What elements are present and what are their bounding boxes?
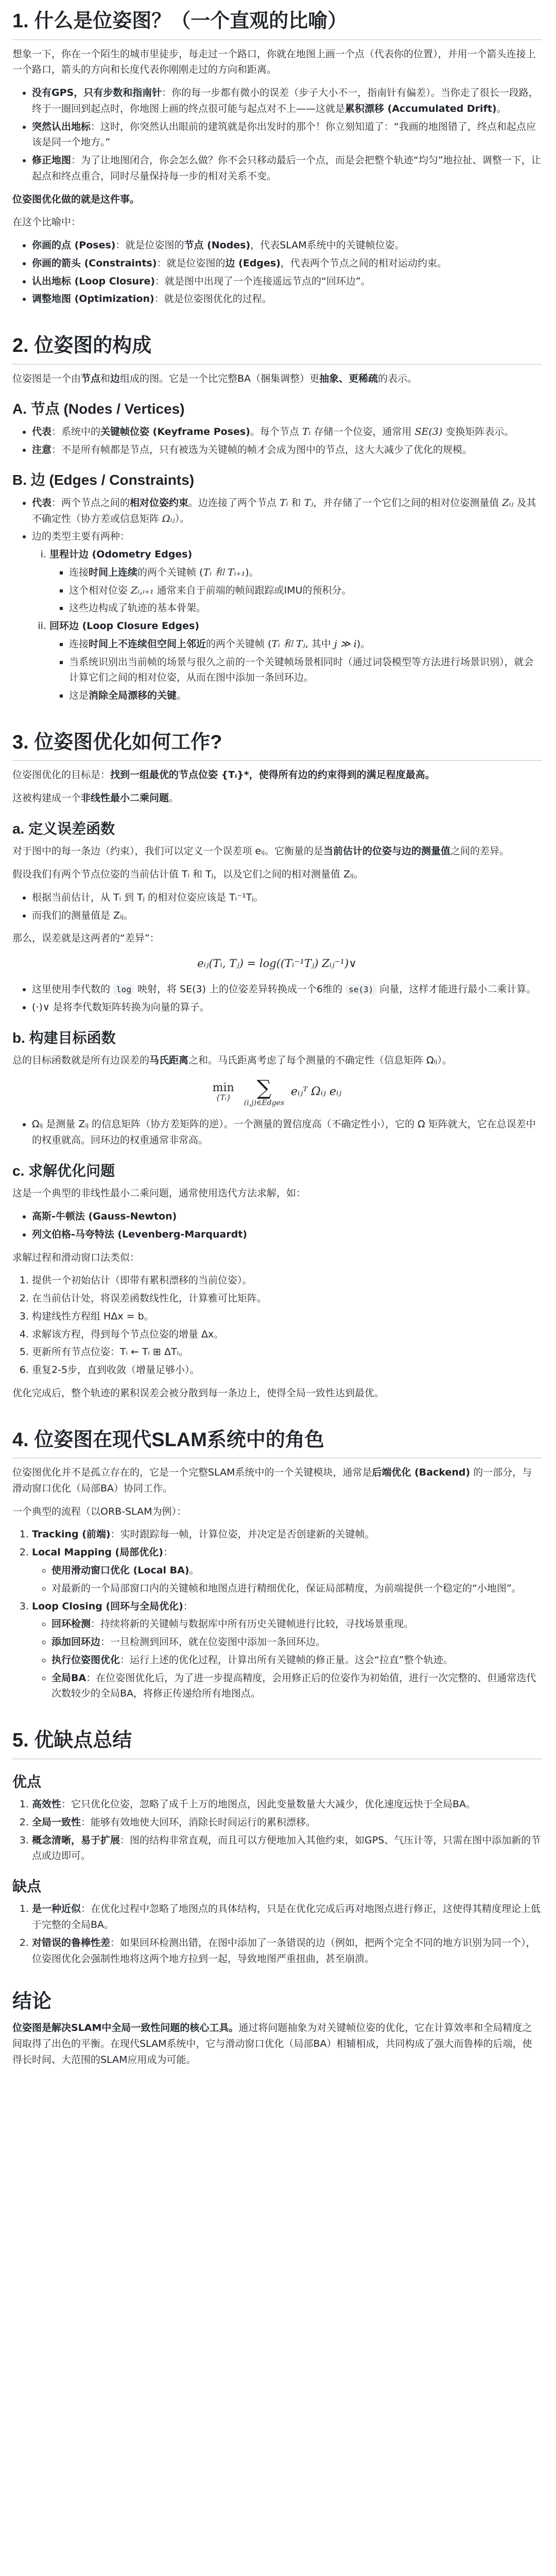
s3-a-p1 bbox=[12, 843, 542, 859]
list-item bbox=[32, 119, 542, 151]
text: 。 bbox=[177, 690, 187, 702]
s3-c-p3: 优化完成后，整个轨迹的累积误差会被分散到每一条边上，使得全局一致性达到最优。 bbox=[12, 1387, 385, 1399]
text: 这被构建成一个 bbox=[12, 792, 81, 804]
text: ：如果回环检测出错，在图中添加了一条错误的边（例如，把两个完全不同的地方识别为同一个），位姿图优化会强制性地将这两个地方拉到一起，导致地图严重扭曲，甚至崩溃。 bbox=[32, 1937, 536, 1964]
text: 。 bbox=[496, 103, 507, 114]
text: ： bbox=[163, 1547, 173, 1558]
min-operator bbox=[213, 1082, 234, 1103]
text: 。边连接了两个节点 bbox=[188, 497, 280, 509]
bold-text: 认出地标 (Loop Closure) bbox=[32, 275, 155, 287]
orbslam-flow bbox=[12, 1527, 542, 1702]
text: 和 bbox=[100, 372, 111, 384]
text: ：为了让地图闭合，你会怎么做？你不会只移动最后一个点，而是会把整个轨迹“均匀”地拉扯、调整一下，让起点和终点重合，同时尽量保持每一步的相对关系不变。 bbox=[32, 155, 541, 182]
s1-bullet-list bbox=[12, 85, 542, 184]
text: ：就是位姿图的 bbox=[115, 240, 184, 251]
s3-c-heading: c. 求解优化问题 bbox=[12, 1162, 115, 1179]
list-item bbox=[32, 1815, 542, 1831]
bold-text: 马氏距离 bbox=[149, 1055, 189, 1066]
text: 组成的图。它是一个比完整BA（捆集调整）更 bbox=[120, 372, 320, 384]
section-5-heading: 5. 优缺点总结 bbox=[12, 1728, 542, 1759]
s4-p2: 一个典型的流程（以ORB-SLAM为例）： bbox=[12, 1505, 187, 1517]
text: 之间的差异。 bbox=[450, 845, 509, 857]
s2-b-list bbox=[12, 495, 542, 704]
text: 存储一个位姿，通常用 bbox=[310, 426, 415, 437]
bold-text: 时间上不连续但空间上邻近 bbox=[89, 638, 206, 650]
text: 连接 bbox=[69, 566, 89, 578]
text: 位姿图是一个由 bbox=[12, 372, 81, 384]
list-item bbox=[51, 1581, 542, 1597]
s1-analogy-intro: 在这个比喻中： bbox=[12, 216, 81, 228]
text: ：在优化过程中忽略了地图点的具体结构，只是在优化完成后再对地图点进行修正，这使得其精度理论上低于完整的全局BA。 bbox=[32, 1903, 541, 1931]
bold-text: Local Mapping (局部优化) bbox=[32, 1547, 163, 1558]
bold-text: 代表 bbox=[32, 426, 52, 437]
list-item bbox=[51, 1563, 542, 1579]
sigma-glyph: ∑ bbox=[256, 1076, 272, 1100]
bold-text: 执行位姿图优化 bbox=[51, 1654, 120, 1666]
s3-goal bbox=[12, 767, 542, 783]
text: , 其中 bbox=[305, 638, 334, 650]
list-item bbox=[32, 981, 542, 997]
pros-heading: 优点 bbox=[12, 1773, 42, 1790]
sum-operator bbox=[244, 1077, 284, 1107]
bold-text: 全局一致性 bbox=[32, 1816, 81, 1828]
bold-text: 节点 bbox=[81, 372, 101, 384]
pros-list bbox=[12, 1797, 542, 1864]
s3-b-p1 bbox=[12, 1053, 542, 1069]
bold-text: 相对位姿约束 bbox=[130, 497, 189, 509]
list-item bbox=[69, 583, 542, 599]
list-item bbox=[32, 495, 542, 527]
code-log: log bbox=[113, 984, 134, 995]
text: 变换矩阵表示。 bbox=[442, 426, 514, 437]
list-item bbox=[69, 688, 542, 704]
bold-text: 里程计边 (Odometry Edges) bbox=[49, 549, 193, 561]
bold-text: 是一种近似 bbox=[32, 1903, 81, 1915]
text: ）。 bbox=[175, 513, 190, 524]
text: ：就是位姿图的 bbox=[157, 257, 225, 269]
text: 。 bbox=[189, 1565, 199, 1576]
text: ：就是图中出现了一个连接遥远节点的“回环边”。 bbox=[155, 275, 371, 287]
bold-text: 当前估计的位姿与边的测量值 bbox=[323, 845, 450, 857]
list-item bbox=[49, 547, 542, 616]
list-item bbox=[32, 85, 542, 117]
s3-c-p1: 这是一个典型的非线性最小二乘问题，通常使用迭代方法求解，如： bbox=[12, 1188, 306, 1199]
list-item bbox=[51, 1670, 542, 1702]
list-item bbox=[69, 654, 542, 686]
list-item: • 根据当前估计，从 Tᵢ 到 Tⱼ 的相对位姿应该是 Tᵢ⁻¹Tⱼ。 bbox=[32, 890, 542, 906]
list-item: 2. 在当前估计处，将误差函数线性化，计算雅可比矩阵。 bbox=[32, 1291, 542, 1307]
text: 及其不确定性（协方差或信息矩阵 bbox=[32, 497, 536, 524]
bold-text: 列文伯格-马夸特法 (Levenberg-Marquardt) bbox=[32, 1228, 248, 1240]
error-equation: eᵢⱼ(Tᵢ, Tⱼ) = log((Tᵢ⁻¹Tⱼ) Zᵢⱼ⁻¹)∨ bbox=[197, 957, 357, 970]
text: ：一旦检测到回环，就在位姿图中添加一条回环边。 bbox=[100, 1636, 326, 1648]
bold-text: 修正地图 bbox=[32, 155, 72, 166]
bold-text: 你画的点 (Poses) bbox=[32, 240, 116, 251]
text: ：这时，你突然认出眼前的建筑就是你出发时的那个！你立刻知道了：“我画的地图错了，终点和起点应该是同一个地方。” bbox=[32, 121, 536, 148]
bold-text: 抽象、更稀疏 bbox=[319, 372, 378, 384]
conclusion-text bbox=[12, 2020, 542, 2067]
text: 总的目标函数就是所有边误差的 bbox=[12, 1055, 150, 1066]
bold-text: 代表 bbox=[32, 497, 52, 509]
text: ：不是所有帧都是节点，只有被选为关键帧的帧才会成为图中的节点，这大大减少了优化的规模。 bbox=[51, 444, 473, 455]
edge-type-list bbox=[32, 547, 542, 704]
text: 当系统识别出当前帧的场景与很久之前的一个关键帧场景相同时（通过词袋模型等方法进行场景识别），就会计算它们之间的相对位姿，从而在图中添加一条回环边。 bbox=[69, 656, 534, 684]
text: 位姿图优化的目标是： bbox=[12, 769, 111, 781]
text: 对最新的一个局部窗口内的关键帧和地图点进行精细优化，保证局部精度，为前端提供一个稳定的“小地图”。 bbox=[51, 1582, 522, 1594]
text: ：实时跟踪每一帧，计算位姿，并决定是否创建新的关键帧。 bbox=[110, 1529, 375, 1540]
text: ，并存储了一个它们之间的相对位姿测量值 bbox=[313, 497, 502, 509]
math: Tᵢ bbox=[280, 497, 288, 509]
math: Tᵢ bbox=[302, 426, 311, 437]
text: 的两个关键帧 ( bbox=[137, 566, 203, 578]
text: 和 bbox=[288, 497, 304, 509]
min-label: min bbox=[212, 1081, 234, 1094]
s4-intro bbox=[12, 1465, 542, 1497]
bold-text: 使用滑动窗口优化 (Local BA) bbox=[51, 1565, 189, 1576]
list-item: 6. 重复2-5步，直到收敛（增量足够小）。 bbox=[32, 1362, 542, 1378]
text: ：图的结构非常直观，而且可以方便地加入其他约束，如GPS、气压计等，只需在图中添加新的节点或边即可。 bbox=[32, 1834, 541, 1862]
text: ：你的每一步都有微小的误差（步子大小不一，指南针有偏差）。当你走了很长一段路，终于一圈回到起点时，你地图上画的终点很可能与起点对不上——这就是 bbox=[32, 87, 538, 114]
bold-text: 添加回环边 bbox=[51, 1636, 101, 1648]
bold-text: 位姿图优化做的就是这件事。 bbox=[12, 193, 140, 205]
bold-text: Loop Closing (回环与全局优化) bbox=[32, 1600, 183, 1612]
objective-equation bbox=[12, 1077, 542, 1107]
list-item bbox=[32, 291, 542, 307]
math: Zᵢ,ᵢ₊₁ bbox=[131, 584, 154, 596]
s3-b-list bbox=[12, 1116, 542, 1148]
text: 这是 bbox=[69, 690, 89, 702]
math: Tⱼ bbox=[304, 497, 314, 509]
local-mapping-list bbox=[32, 1563, 542, 1597]
text: 。 bbox=[169, 792, 179, 804]
text: ：它只优化位姿，忽略了成千上万的地图点，因此变量数量大大减少，优化速度远快于全局BA。 bbox=[61, 1799, 476, 1810]
list-item bbox=[32, 529, 542, 704]
text: 位姿图优化并不是孤立存在的，它是一个完整SLAM系统中的一个关键模块，通常是 bbox=[12, 1467, 372, 1479]
bold-text: 全局BA bbox=[51, 1672, 86, 1684]
list-item: • Ωᵢⱼ 是测量 Zᵢⱼ 的信息矩阵（协方差矩阵的逆）。一个测量的置信度高（不确定性小），它的 Ω 矩阵就大，它在总误差中的权重就高。回环边的权重通常非常高。 bbox=[32, 1116, 542, 1148]
text: 的表示。 bbox=[378, 372, 418, 384]
list-item bbox=[32, 256, 542, 272]
bold-text: 概念清晰，易于扩展 bbox=[32, 1834, 120, 1846]
list-item bbox=[32, 1833, 542, 1865]
bold-text: 累积漂移 (Accumulated Drift) bbox=[345, 103, 497, 114]
list-item bbox=[51, 1634, 542, 1650]
s3-a-list-2 bbox=[12, 981, 542, 1015]
text: ：运行上述的优化过程，计算出所有关键帧的修正量。这会“拉直”整个轨迹。 bbox=[120, 1654, 453, 1666]
list-item bbox=[49, 618, 542, 704]
s3-a-heading: a. 定义误差函数 bbox=[12, 821, 115, 837]
sum-subscript: (i,j)∈Edges bbox=[244, 1098, 285, 1107]
list-item bbox=[32, 999, 542, 1015]
text: ：持续将新的关键帧与数据库中所有历史关键帧进行比较，寻找场景重现。 bbox=[91, 1618, 414, 1630]
bold-text: 你画的箭头 (Constraints) bbox=[32, 257, 157, 269]
solver-steps bbox=[12, 1273, 542, 1378]
list-item bbox=[51, 1616, 542, 1632]
list-item: • 而我们的测量值是 Zᵢⱼ。 bbox=[32, 908, 542, 924]
s1-summary bbox=[12, 192, 542, 208]
s1-intro: 想象一下，你在一个陌生的城市里徒步，每走过一个路口，你就在地图上画一个点（代表你的位置），并用一个箭头连接上一个路口，箭头的方向和长度代表你刚刚走过的方向和距离。 bbox=[12, 48, 536, 76]
bold-text: 回环边 (Loop Closure Edges) bbox=[49, 620, 200, 632]
cons-heading: 缺点 bbox=[12, 1878, 42, 1895]
text: ，代表SLAM系统中的关键帧位姿。 bbox=[250, 240, 405, 251]
list-item bbox=[69, 636, 542, 652]
text: 这个相对位姿 bbox=[69, 584, 131, 596]
math: Ωᵢⱼ bbox=[162, 513, 175, 524]
bold-text: 没有GPS，只有步数和指南针 bbox=[32, 87, 162, 99]
s3-b-heading: b. 构建目标函数 bbox=[12, 1029, 116, 1046]
list-item bbox=[32, 1901, 542, 1933]
list-item bbox=[32, 1227, 542, 1243]
text: ：在位姿图优化后，为了进一步提高精度，会用修正后的位姿作为初始值，进行一次完整的、但通常迭代次数较少的全局BA，将修正传递给所有地图点。 bbox=[51, 1672, 536, 1700]
odometry-edge-list bbox=[49, 565, 542, 616]
bold-text: 对错误的鲁棒性差 bbox=[32, 1937, 111, 1948]
s3-a-p3: 那么，误差就是这两者的“差异”： bbox=[12, 933, 160, 944]
list-item bbox=[32, 1935, 542, 1967]
list-item bbox=[32, 274, 542, 290]
list-item bbox=[32, 152, 542, 184]
text: 的两个关键帧 ( bbox=[206, 638, 272, 650]
s3-a-p2: 假设我们有两个节点位姿的当前估计值 Tᵢ 和 Tⱼ，以及它们之间的相对测量值 Zᵢⱼ。 bbox=[12, 869, 363, 880]
bold-text: 边 (Edges) bbox=[225, 257, 281, 269]
bold-text: Tracking (前端) bbox=[32, 1529, 111, 1540]
conclusion-heading: 结论 bbox=[12, 1990, 52, 2012]
text: )。 bbox=[356, 638, 371, 650]
text: 这些边构成了轨迹的基本骨架。 bbox=[69, 602, 206, 614]
bold-text: 后端优化 (Backend) bbox=[372, 1467, 471, 1479]
bold-text: 位姿图是解决SLAM中全局一致性问题的核心工具。 bbox=[12, 2022, 239, 2034]
section-1-heading: 1. 什么是位姿图？（一个直观的比喻） bbox=[12, 9, 542, 40]
s3-c-p2: 求解过程和滑动窗口法类似： bbox=[12, 1251, 140, 1263]
text: 。每个节点 bbox=[250, 426, 302, 437]
text: ，代表两个节点之间的相对运动约束。 bbox=[280, 257, 447, 269]
text: 对于图中的每一条边（约束），我们可以定义一个误差项 eᵢⱼ。它衡量的是 bbox=[12, 845, 323, 857]
s2-a-heading: A. 节点 (Nodes / Vertices) bbox=[12, 401, 185, 417]
text: 连接 bbox=[69, 638, 89, 650]
bold-text: 高效性 bbox=[32, 1799, 62, 1810]
s1-mapping-list bbox=[12, 238, 542, 307]
text: 向量，这样才能进行最小二乘计算。 bbox=[376, 984, 536, 995]
list-item bbox=[32, 1545, 542, 1596]
math: SE(3) bbox=[414, 426, 443, 437]
s3-problem bbox=[12, 790, 542, 806]
bold-text: 突然认出地标 bbox=[32, 121, 91, 132]
list-item bbox=[32, 1209, 542, 1225]
section-3-heading: 3. 位姿图优化如何工作? bbox=[12, 731, 542, 761]
s3-a-list bbox=[12, 890, 542, 924]
text: (·)∨ 是将李代数矩阵转换为向量的算子。 bbox=[32, 1002, 210, 1013]
text: ：两个节点之间的 bbox=[51, 497, 130, 509]
text: ：能够有效地使大回环，消除长时间运行的累积漂移。 bbox=[81, 1816, 316, 1828]
bold-text: 注意 bbox=[32, 444, 52, 455]
text: 之和。马氏距离考虑了每个测量的不确定性（信息矩阵 Ωᵢⱼ）。 bbox=[188, 1055, 452, 1066]
text: ：就是位姿图优化的过程。 bbox=[154, 293, 272, 305]
text: 的一部分，与滑动窗口优化（局部BA）协同工作。 bbox=[12, 1467, 532, 1494]
cons-list bbox=[12, 1901, 542, 1967]
s2-intro bbox=[12, 371, 542, 387]
min-subscript: {Tᵢ} bbox=[215, 1094, 231, 1103]
section-4-heading: 4. 位姿图在现代SLAM系统中的角色 bbox=[12, 1428, 542, 1459]
loop-closing-list bbox=[32, 1616, 542, 1702]
bold-text: 消除全局漂移的关键 bbox=[89, 690, 177, 702]
text: 通常来自于前端的帧间跟踪或IMU的预积分。 bbox=[153, 584, 352, 596]
text: ：系统中的 bbox=[51, 426, 101, 437]
bold-text: 调整地图 (Optimization) bbox=[32, 293, 154, 305]
list-item bbox=[69, 600, 542, 616]
bold-text: 时间上连续 bbox=[89, 566, 138, 578]
bold-text: 节点 (Nodes) bbox=[184, 240, 251, 251]
list-item: 3. 构建线性方程组 HΔx = b。 bbox=[32, 1309, 542, 1325]
list-item bbox=[32, 238, 542, 253]
math: Tᵢ 和 Tᵢ₊₁ bbox=[203, 566, 246, 578]
solver-list bbox=[12, 1209, 542, 1243]
bold-text: 找到一组最优的节点位姿 {Tᵢ}*，使得所有边的约束得到的满足程度最高。 bbox=[110, 769, 435, 781]
list-item bbox=[69, 565, 542, 581]
list-item: 4. 求解该方程，得到每个节点位姿的增量 Δx。 bbox=[32, 1327, 542, 1343]
bold-text: 非线性最小二乘问题 bbox=[81, 792, 169, 804]
s2-b-heading: B. 边 (Edges / Constraints) bbox=[12, 472, 195, 488]
list-item bbox=[32, 1527, 542, 1543]
list-item bbox=[32, 1599, 542, 1702]
list-item bbox=[51, 1652, 542, 1668]
math: Zᵢⱼ bbox=[502, 497, 514, 509]
math: j ≫ i bbox=[334, 638, 357, 650]
list-item: 1. 提供一个初始估计（即带有累积漂移的当前位姿）。 bbox=[32, 1273, 542, 1289]
text: ： bbox=[183, 1600, 193, 1612]
math: Tᵢ 和 Tⱼ bbox=[271, 638, 305, 650]
text: 通过将问题抽象为对关键帧位姿的优化，它在计算效率和全局精度之间取得了出色的平衡。在现代SLAM系统中，它与滑动窗口优化（局部BA）相辅相成，共同构成了强大而鲁棒的后端，使得长时间、大范围的SLAM应用成为可能。 bbox=[12, 2022, 532, 2065]
list-item bbox=[32, 442, 542, 458]
text: 边的类型主要有两种： bbox=[32, 531, 130, 543]
list-item bbox=[32, 424, 542, 440]
text: 这里使用李代数的 bbox=[32, 984, 114, 995]
bold-text: 高斯-牛顿法 (Gauss-Newton) bbox=[32, 1211, 177, 1223]
text: )。 bbox=[245, 566, 259, 578]
bold-text: 边 bbox=[110, 372, 120, 384]
list-item: 5. 更新所有节点位姿：Tᵢ ← Tᵢ ⊞ ΔTᵢ。 bbox=[32, 1344, 542, 1360]
code-se3: se(3) bbox=[345, 984, 376, 995]
section-2-heading: 2. 位姿图的构成 bbox=[12, 334, 542, 365]
bold-text: 回环检测 bbox=[51, 1618, 91, 1630]
s2-a-list bbox=[12, 424, 542, 458]
bold-text: 关键帧位姿 (Keyframe Poses) bbox=[100, 426, 250, 437]
objective-body: eᵢⱼᵀ Ωᵢⱼ eᵢⱼ bbox=[291, 1085, 342, 1098]
list-item bbox=[32, 1797, 542, 1812]
text: 映射，将 SE(3) 上的位姿差异转换成一个6维的 bbox=[134, 984, 346, 995]
loop-edge-list bbox=[49, 636, 542, 704]
